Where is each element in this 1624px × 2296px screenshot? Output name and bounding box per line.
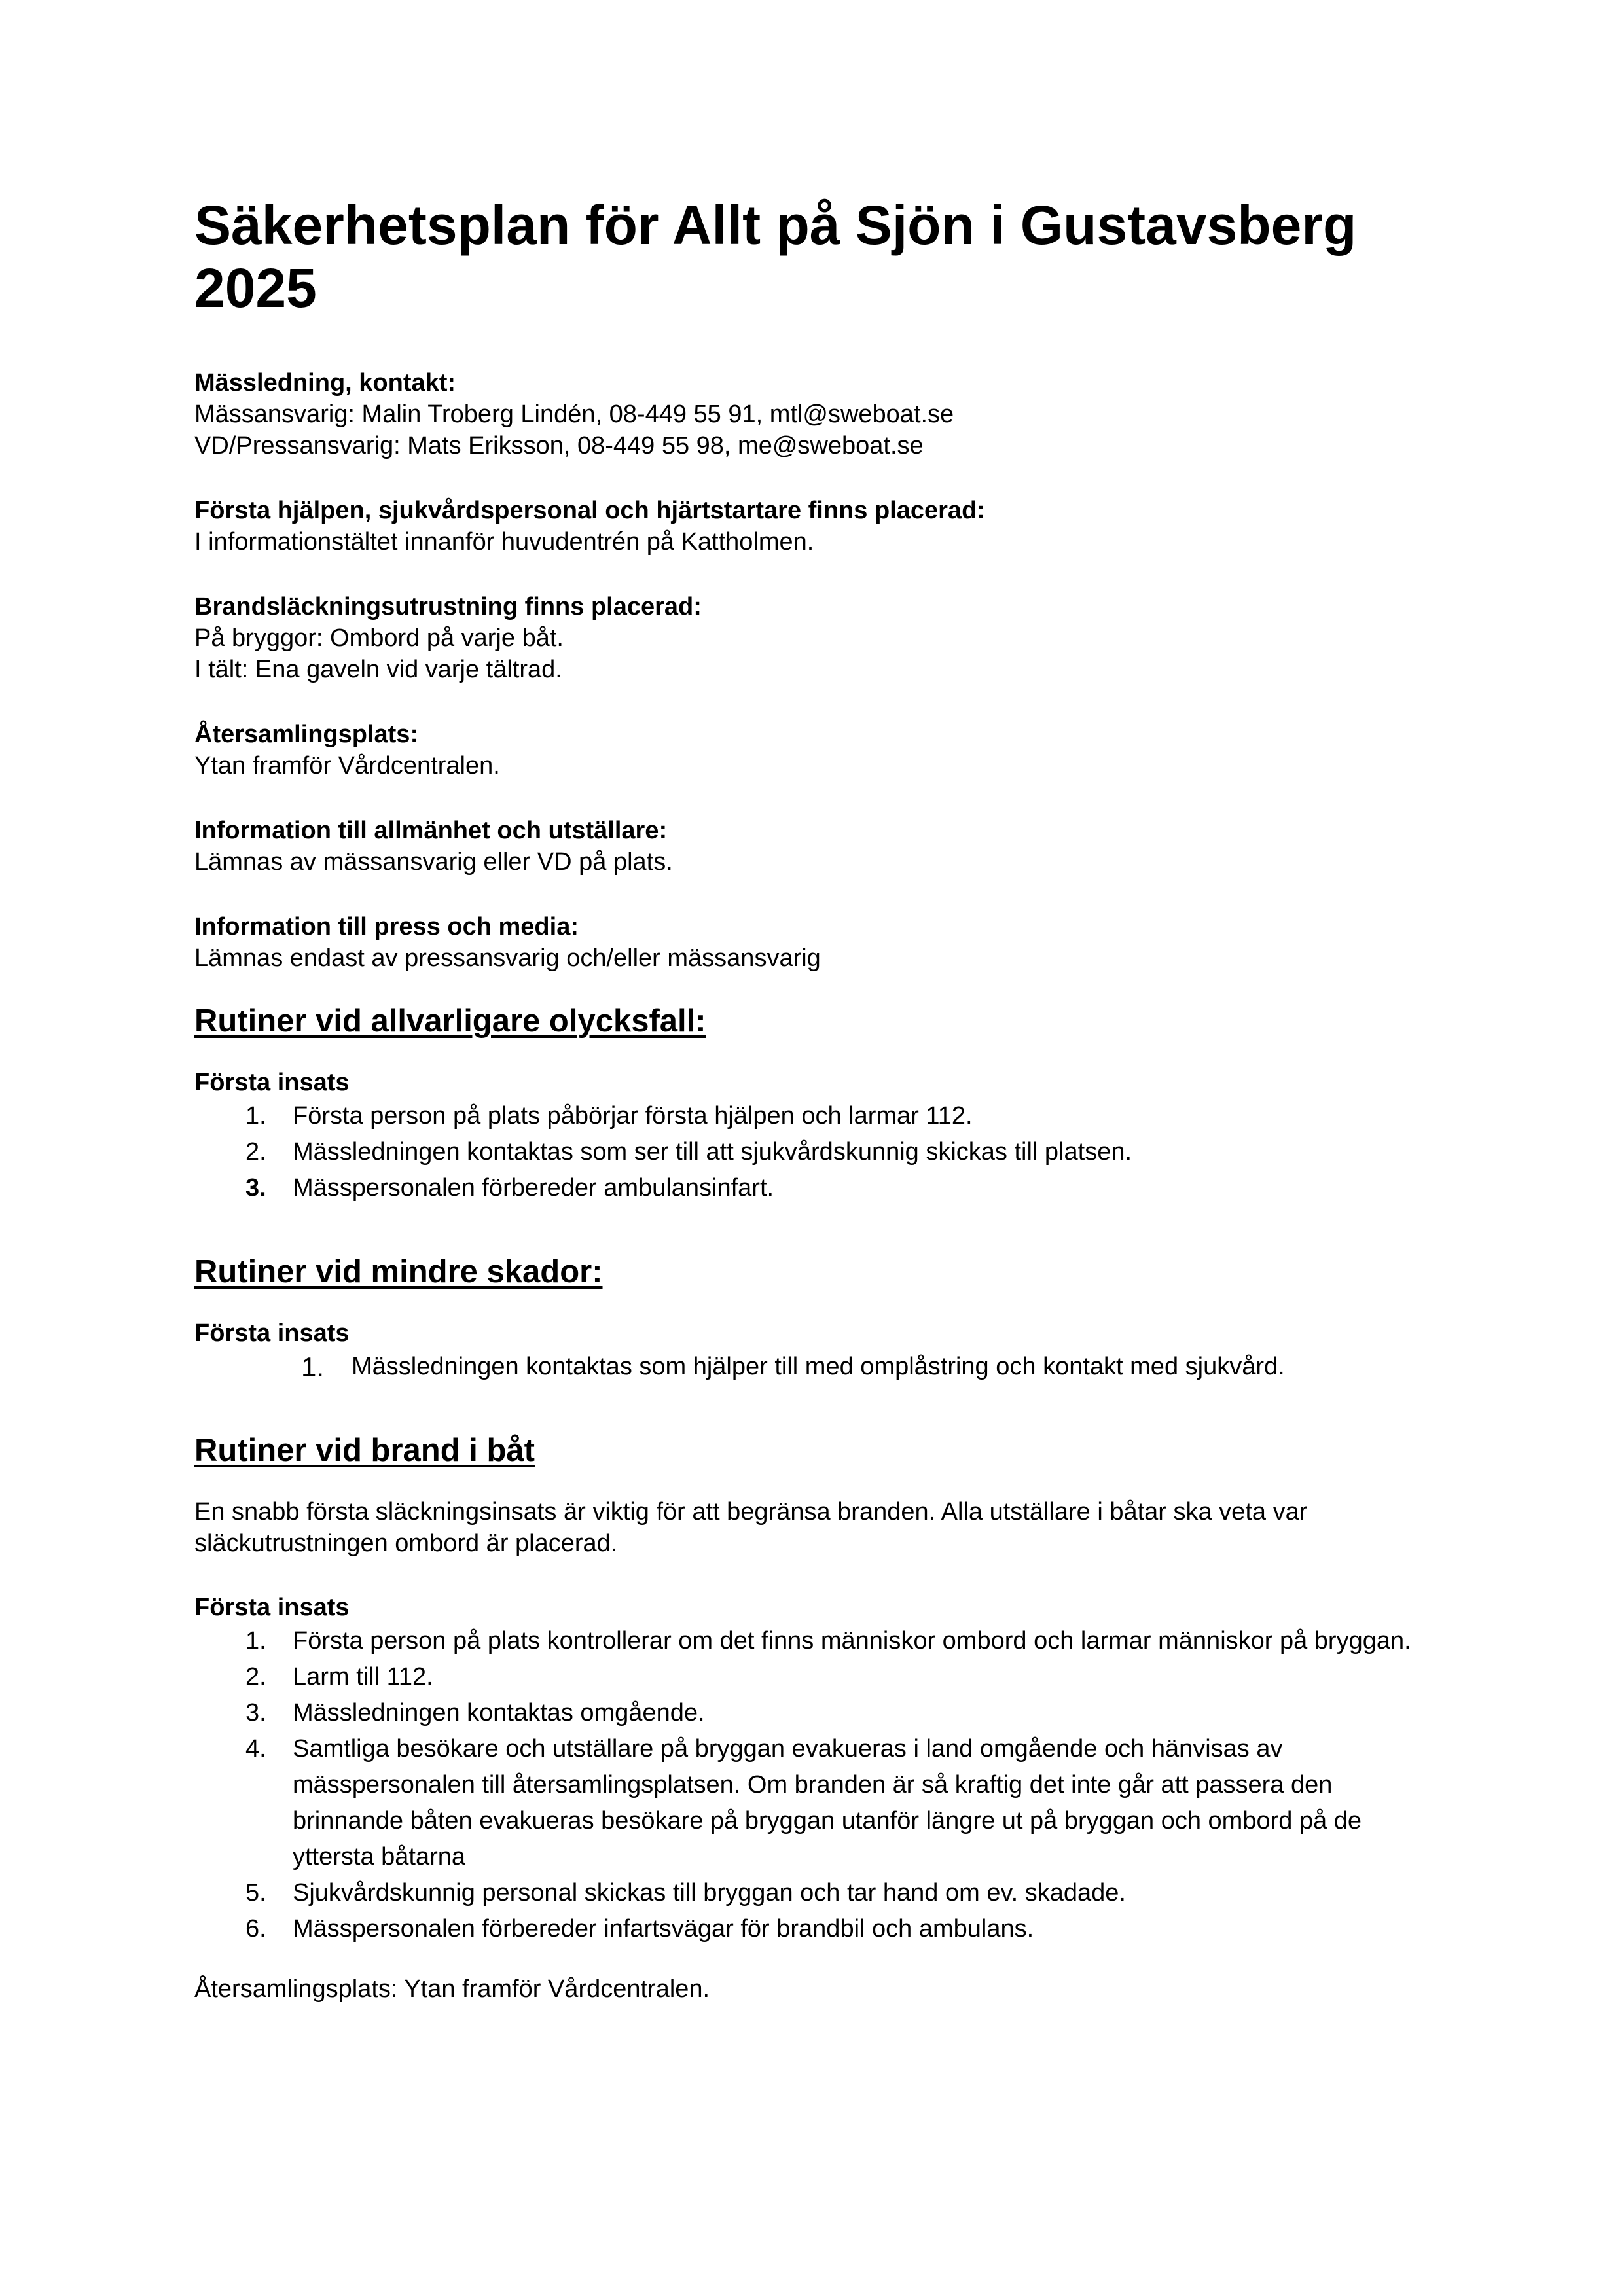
- list-number: 6.: [245, 1915, 266, 1943]
- section-heading-minor: Rutiner vid mindre skador:: [194, 1254, 603, 1289]
- info-line: Lämnas endast av pressansvarig och/eller mässansvarig: [194, 944, 821, 972]
- list-item: [194, 1349, 1438, 1385]
- list-item: [194, 1134, 1438, 1170]
- list-item: [194, 1170, 1438, 1206]
- list-number: 2.: [245, 1138, 266, 1166]
- list-item: [194, 1623, 1438, 1659]
- info-label: Information till press och media:: [194, 913, 579, 941]
- list-text: Mässledningen kontaktas som hjälper till med omplåstring och kontakt med sjukvård.: [352, 1353, 1285, 1380]
- section-intro: En snabb första släckningsinsats är viktig för att begränsa branden. Alla utställare i båtar ska veta var släckutrustningen ombord är placerad.: [194, 1498, 1308, 1557]
- info-label: Första hjälpen, sjukvårdspersonal och hjärtstartare finns placerad:: [194, 497, 985, 524]
- steps-list-minor: [194, 1349, 1438, 1385]
- list-text: Sjukvårdskunnig personal skickas till bryggan och tar hand om ev. skadade.: [293, 1879, 1126, 1907]
- list-item: [194, 1731, 1438, 1875]
- info-label: Information till allmänhet och utställare:: [194, 817, 668, 844]
- list-text: Mässpersonalen förbereder infartsvägar för brandbil och ambulans.: [293, 1915, 1034, 1943]
- list-item: [194, 1659, 1438, 1695]
- list-number: 5.: [245, 1879, 266, 1907]
- sub-label: Första insats: [194, 1319, 350, 1347]
- info-block-first-aid: [194, 495, 1438, 558]
- info-line: VD/Pressansvarig: Mats Eriksson, 08-449 55 98, me@sweboat.se: [194, 432, 924, 459]
- info-label: Brandsläckningsutrustning finns placerad:: [194, 593, 702, 620]
- list-text: Första person på plats kontrollerar om det finns människor ombord och larmar människor på bryggan.: [293, 1627, 1411, 1655]
- info-block-assembly-point: [194, 719, 1438, 781]
- section-heading-fire: Rutiner vid brand i båt: [194, 1433, 535, 1468]
- document-page: [194, 194, 1438, 2005]
- list-item: [194, 1695, 1438, 1731]
- info-line: I informationstältet innanför huvudentrén på Kattholmen.: [194, 528, 814, 556]
- list-text: Larm till 112.: [293, 1663, 433, 1691]
- list-text: Mässledningen kontaktas omgående.: [293, 1699, 705, 1727]
- list-text: Mässledningen kontaktas som ser till att sjukvårdskunnig skickas till platsen.: [293, 1138, 1132, 1166]
- sub-label: Första insats: [194, 1594, 350, 1621]
- info-line: På bryggor: Ombord på varje båt.: [194, 624, 564, 652]
- list-number: 1.: [245, 1627, 266, 1655]
- sub-label: Första insats: [194, 1069, 350, 1096]
- list-text: Mässpersonalen förbereder ambulansinfart.: [293, 1174, 774, 1202]
- list-number: 4.: [245, 1735, 266, 1763]
- info-line: I tält: Ena gaveln vid varje tältrad.: [194, 656, 562, 683]
- info-line: Mässansvarig: Malin Troberg Lindén, 08-449 55 91, mtl@sweboat.se: [194, 401, 954, 428]
- info-label: Återsamlingsplats:: [194, 721, 419, 748]
- section-heading-serious: Rutiner vid allvarligare olycksfall:: [194, 1003, 706, 1039]
- list-text: Första person på plats påbörjar första hjälpen och larmar 112.: [293, 1102, 973, 1130]
- list-number: 1.: [245, 1102, 266, 1130]
- list-item: [194, 1911, 1438, 1947]
- info-block-public-info: [194, 815, 1438, 878]
- list-number: 1.: [301, 1352, 325, 1382]
- info-line: Ytan framför Vårdcentralen.: [194, 752, 500, 780]
- list-number: 3.: [245, 1699, 266, 1727]
- list-item: [194, 1875, 1438, 1911]
- list-item: [194, 1098, 1438, 1134]
- info-block-fire-equipment: [194, 591, 1438, 685]
- list-text: Samtliga besökare och utställare på bryggan evakueras i land omgående och hänvisas av mässpersonalen till återsamlingsplatsen. Om branden är så kraftig det inte går att passera den brinnande båten evakueras besökare på bryggan utanför längre ut på bryggan och ombord på de yttersta båtarna: [293, 1735, 1362, 1871]
- info-line: Lämnas av mässansvarig eller VD på plats.: [194, 848, 673, 876]
- closing-assembly-point: Återsamlingsplats: Ytan framför Vårdcentralen.: [194, 1975, 710, 2003]
- list-number: 3.: [245, 1174, 266, 1202]
- info-label: Mässledning, kontakt:: [194, 369, 456, 397]
- info-block-contact: [194, 367, 1438, 461]
- steps-list-fire: [194, 1623, 1438, 1947]
- info-block-press-info: [194, 911, 1438, 974]
- document-title: Säkerhetsplan för Allt på Sjön i Gustavsberg 2025: [194, 194, 1357, 319]
- list-number: 2.: [245, 1663, 266, 1691]
- steps-list-serious: [194, 1098, 1438, 1206]
